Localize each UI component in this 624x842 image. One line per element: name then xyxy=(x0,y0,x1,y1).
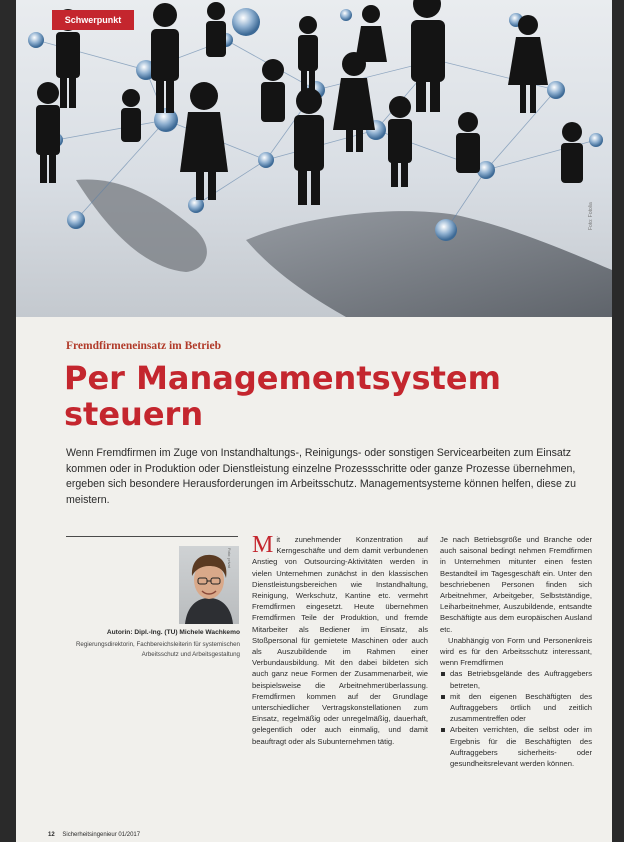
lead-paragraph: Wenn Fremdfirmen im Zuge von Instandhaltungs-, Reinigungs- oder sonstigen Servicearbeiten zum Einsatz kommen oder in Produktion oder Dienstleistung einzelne Prozessschritte oder ganze Prozesse übernehmen, ergeben sich besondere Herausforderungen im Arbeitsschutz. Managementsysteme können helfen, diese zu meistern. xyxy=(66,447,576,506)
bullet-item: Arbeiten verrichten, die selbst oder im Ergebnis für die Beschäftigten des Auftraggebers sicherheits- oder gesundheitsrelevant werden können. xyxy=(440,724,592,769)
bullet-item: das Betriebsgelände des Auftraggebers betreten, xyxy=(440,668,592,690)
body-paragraph-3: Unabhängig von Form und Personenkreis wird es für den Arbeitsschutz interessant, wenn Fremdfirmen xyxy=(440,635,592,668)
bullet-item: mit den eigenen Beschäftigten des Auftraggebers örtlich und zeitlich zusammentreffen oder xyxy=(440,691,592,725)
body-paragraph-1: it zunehmender Konzentration auf Kerngeschäfte und dem damit verbundenen Anstieg von Outsourcing-Aktivitäten werden in vielen Unternehmen zunächst in den klassischen Dienstleistungsbereichen wie Instandhaltung, Reinigung, Werkschutz, Kantine etc. vermehrt Fremdfirmen eingesetzt. Heute übernehmen Fremdfirmen Teile der Produktion, und fremde Mitarbeiter als Bediener im Einsatz, als Stoßpersonal für gemietete Maschinen oder auch als Auszubildende im Rahmen einer Verbundausbildung. Mit den dabei bildeten sich auch ganz neue Formen der Zusammenarbeit, wie beispielsweise die Arbeitnehmerüberlassung. Fremdfirmen kommen auf der Grundlage unterschiedlicher Vertragskonstellationen zum Einsatz, regelmäßig oder unregelmäßig, dauerhaft, gelegentlich oder auch einmalig, und damit beauftragt oder als Subunternehmen tätig. xyxy=(252,535,428,746)
body-paragraph-2: Je nach Betriebsgröße und Branche oder auch saisonal bedingt nehmen Fremdfirmen in Unternehmen mitunter einen festen Bestandteil im Tagesgeschäft ein. Unter den beschriebenen Personen finden sich Arbeitnehmer, Arbeitgeber, Selbstständige, Leiharbeitnehmer, Auszubildende, entsandte Beschäftigte aus dem europäischen Ausland etc. xyxy=(440,535,592,634)
page-footer xyxy=(48,832,140,838)
headline xyxy=(64,360,584,432)
publication-name: Sicherheitsingenieur 01/2017 xyxy=(62,832,141,838)
author-photo-credit: Foto: privat xyxy=(227,548,232,569)
network-people-illustration xyxy=(16,0,612,317)
section-tag: Schwerpunkt xyxy=(52,10,134,30)
bullet-list xyxy=(440,668,592,769)
page-number: 12 xyxy=(48,832,55,838)
headline-line-1: Per Managementsystem xyxy=(64,359,501,397)
hero-image xyxy=(16,0,612,317)
body-column-middle xyxy=(252,534,428,747)
body-column-right xyxy=(440,534,592,769)
kicker: Fremdfirmeneinsatz im Betrieb xyxy=(66,340,221,352)
headline-line-2: steuern xyxy=(64,395,204,433)
photo-credit: Foto: Fotolia xyxy=(588,202,594,230)
drop-cap: M xyxy=(252,532,274,558)
author-name: Autorin: Dipl.-Ing. (TU) Michele Wachkemo xyxy=(106,629,240,636)
author-divider xyxy=(66,536,238,537)
author-description: Regierungsdirektorin, Fachbereichsleiterin für systemischen Arbeitsschutz und Arbeitsgestaltung xyxy=(75,641,240,658)
magazine-page xyxy=(16,0,612,842)
